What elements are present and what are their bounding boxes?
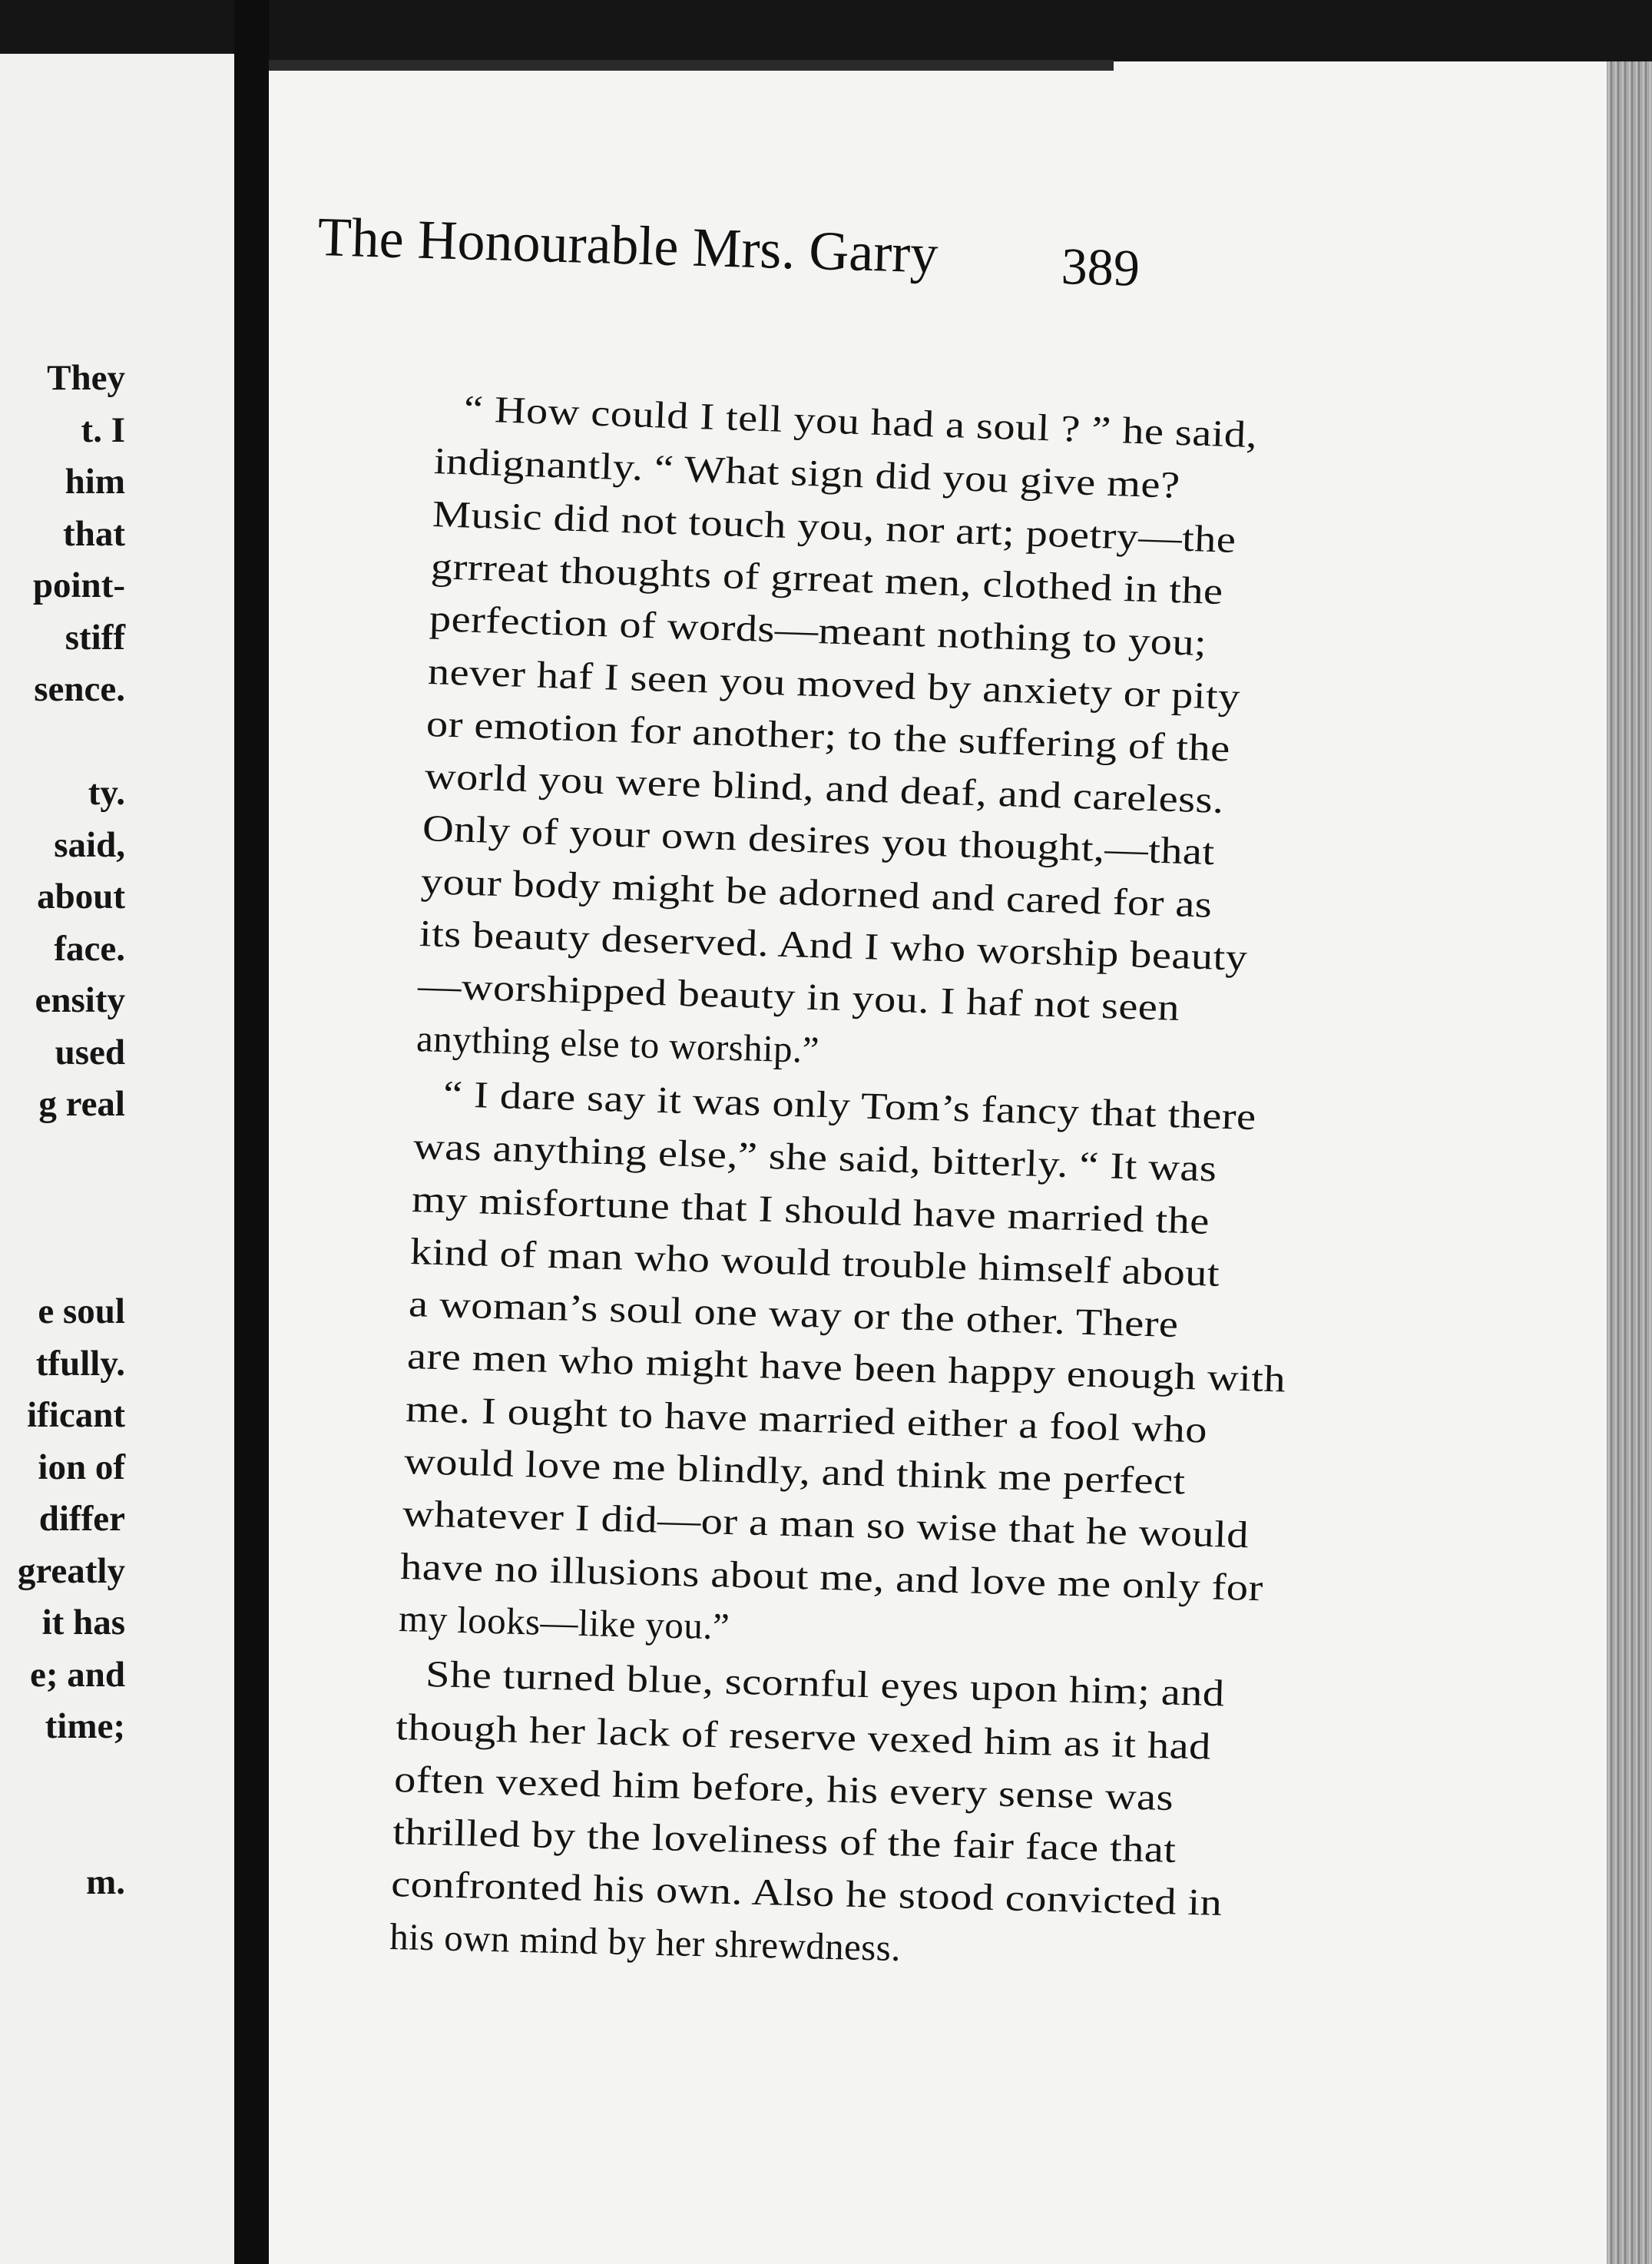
body-line: are men who might have been happy enough with: [406, 1334, 1286, 1400]
body-line: whatever I did—or a man so wise that he would: [402, 1492, 1250, 1556]
left-page-line: e; and: [29, 1654, 125, 1695]
body-line: anything else to worship.”: [415, 1016, 820, 1071]
left-page-line: face.: [54, 928, 125, 969]
body-line: “ I dare say it was only Tom’s fancy that there: [442, 1072, 1257, 1138]
left-page-line: t. I: [81, 409, 125, 450]
body-line: never haf I seen you moved by anxiety or pity: [426, 649, 1241, 718]
left-page-line: it has: [41, 1603, 125, 1642]
body-line: —worshipped beauty in you. I haf not seen: [417, 964, 1181, 1029]
body-line: or emotion for another; to the suffering of the: [425, 701, 1231, 770]
left-page-line: said,: [54, 824, 125, 865]
body-line: my misfortune that I should have married the: [411, 1177, 1210, 1242]
left-page-line: point-: [32, 565, 125, 605]
left-page-line: sence.: [34, 669, 125, 709]
body-line: his own mind by her shrewdness.: [389, 1914, 902, 1969]
body-line: have no illusions about me, and love me only for: [400, 1544, 1264, 1609]
body-line: Only of your own desires you thought,—that: [422, 807, 1216, 873]
body-line: a woman’s soul one way or the other. There: [408, 1282, 1180, 1346]
left-page-line: him: [65, 462, 125, 502]
left-page-line: stiff: [65, 617, 125, 658]
left-page-line: ty.: [88, 773, 125, 813]
body-line: world you were blind, and deaf, and careless.: [423, 754, 1224, 822]
left-page-line: differ: [38, 1499, 125, 1539]
body-line: was anything else,” she said, bitterly. “ It was: [412, 1125, 1218, 1190]
left-page-line: ion of: [38, 1447, 125, 1487]
left-page-line: ificant: [27, 1395, 125, 1435]
page-number: 389: [1060, 236, 1141, 297]
body-line: my looks—like you.”: [399, 1596, 731, 1648]
left-page-line: time;: [45, 1706, 125, 1746]
left-page-line: tfully.: [35, 1343, 125, 1384]
body-line: your body might be adorned and cared for as: [420, 859, 1213, 926]
left-page-line: e soul: [38, 1291, 125, 1331]
left-page-line: g real: [38, 1084, 125, 1124]
left-page-line: that: [63, 513, 125, 554]
left-page-line: about: [37, 877, 125, 917]
body-line: grrreat thoughts of grreat men, clothed in the: [429, 544, 1224, 612]
left-page-line: m.: [86, 1861, 125, 1902]
body-line: Music did not touch you, nor art; poetry—the: [432, 492, 1237, 561]
body-line: confronted his own. Also he stood convicted in: [390, 1862, 1223, 1924]
left-page-line: greatly: [17, 1550, 125, 1591]
body-line: “ How could I tell you had a soul ? ” he said,: [463, 386, 1259, 456]
body-line: me. I ought to have married either a fool who: [405, 1387, 1208, 1451]
body-line: indignantly. “ What sign did you give me?: [433, 439, 1181, 507]
body-line: often vexed him before, his every sense was: [393, 1757, 1174, 1818]
left-page-line: ensity: [35, 980, 125, 1020]
body-line: its beauty deserved. And I who worship beauty: [419, 911, 1249, 979]
body-line: She turned blue, scornful eyes upon him; and: [425, 1652, 1226, 1715]
body-line: perfection of words—meant nothing to you;: [428, 597, 1207, 665]
body-line: though her lack of reserve vexed him as it had: [395, 1705, 1212, 1768]
body-line: thrilled by the loveliness of the fair face that: [392, 1810, 1177, 1871]
left-page-line: They: [47, 358, 125, 398]
body-line: would love me blindly, and think me perfect: [403, 1439, 1186, 1503]
running-head-title: The Honourable Mrs. Garry: [316, 205, 939, 285]
body-line: kind of man who would trouble himself about: [409, 1229, 1220, 1294]
left-page-line: used: [55, 1032, 125, 1072]
